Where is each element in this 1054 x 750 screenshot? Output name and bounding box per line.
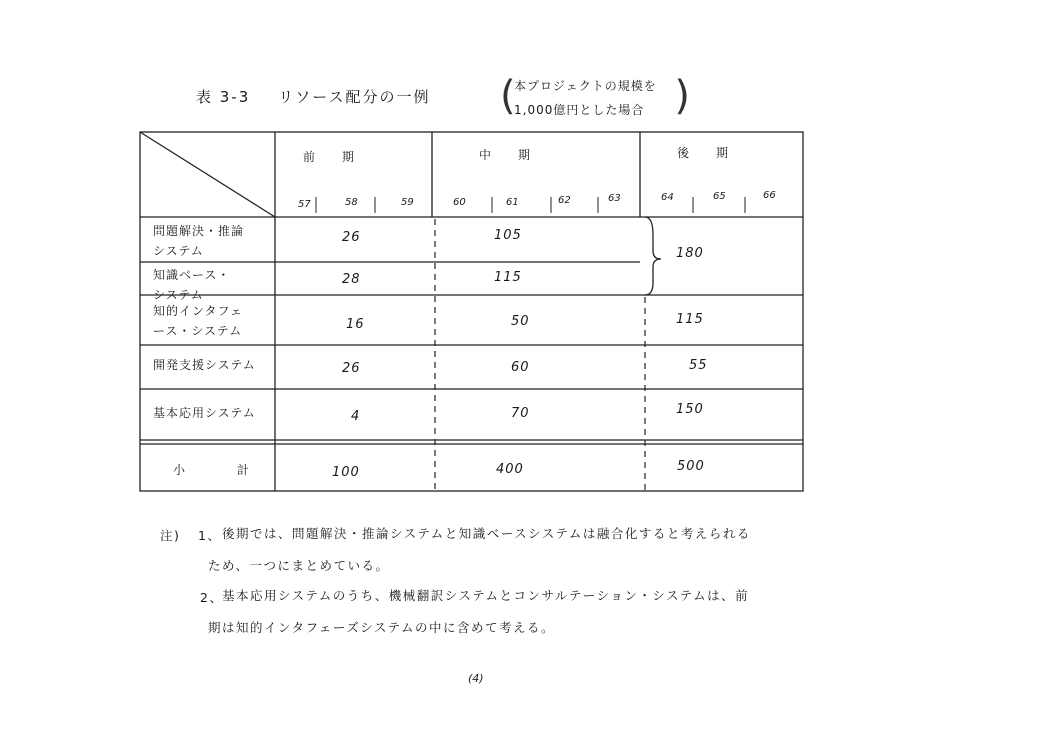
table-title: [196, 86, 431, 107]
year-62: 62: [558, 195, 571, 206]
value-r1-mid: 105: [494, 228, 522, 243]
year-60: 60: [453, 197, 466, 208]
row-label-dev-support: 開発支援システム: [153, 358, 256, 372]
year-61: 61: [506, 197, 519, 208]
row-label-subtotal: 小 計: [173, 463, 254, 477]
phase-mid: 中 期: [479, 148, 532, 162]
note-1-line2: ため、一つにまとめている。: [208, 558, 390, 573]
value-r3-late: 115: [676, 312, 704, 327]
resource-table: [139, 131, 804, 492]
note-2-line2: 期は知的インタフェーズシステムの中に含めて考える。: [208, 620, 556, 635]
right-paren: ): [674, 73, 690, 119]
note-1-line1: 後期では、問題解決・推論システムと知識ベースシステムは融合化すると考えられる: [222, 526, 751, 541]
row-label-basic-apps: 基本応用システム: [153, 406, 256, 420]
note-1-number: 1、: [198, 528, 222, 543]
value-subtotal-early: 100: [332, 465, 360, 480]
year-65: 65: [713, 191, 726, 202]
year-66: 66: [763, 190, 776, 201]
value-r2-mid: 115: [494, 270, 522, 285]
year-58: 58: [345, 197, 358, 208]
phase-early: 前 期: [303, 150, 356, 164]
year-57: 57: [298, 199, 311, 210]
merge-brace: [645, 217, 661, 295]
phase-late: 後 期: [677, 146, 730, 160]
row-label-intelligent-interface: 知的インタフェ ース・システム: [153, 304, 243, 338]
note-2-line1: 基本応用システムのうち、機械翻訳システムとコンサルテーション・システムは、前: [222, 588, 750, 603]
year-59: 59: [401, 197, 414, 208]
value-r5-early: 4: [351, 409, 361, 424]
value-r1-early: 26: [342, 230, 361, 245]
row-label-knowledge-base: 知識ベース・ システム: [153, 268, 231, 302]
scale-note-line2: 1,000億円とした場合: [514, 103, 645, 117]
value-r4-mid: 60: [511, 360, 530, 375]
year-63: 63: [608, 193, 621, 204]
value-r4-early: 26: [342, 361, 361, 376]
page-number: (4): [468, 672, 484, 685]
value-r5-late: 150: [676, 402, 704, 417]
value-r2-early: 28: [342, 272, 361, 287]
value-r4-late: 55: [689, 358, 708, 373]
value-r3-mid: 50: [511, 314, 530, 329]
value-subtotal-late: 500: [677, 459, 705, 474]
value-r3-early: 16: [346, 317, 365, 332]
value-subtotal-mid: 400: [496, 462, 524, 477]
corner-diagonal: [140, 132, 275, 217]
table-caption: リソース配分の一例: [278, 88, 431, 106]
notes-prefix: 注): [160, 528, 181, 543]
row-label-problem-solving: 問題解決・推論 システム: [153, 224, 245, 258]
value-merged-late: 180: [676, 246, 704, 261]
note-2-number: 2、: [200, 590, 224, 605]
scale-note-line1: 本プロジェクトの規模を: [514, 79, 657, 93]
scale-note: [500, 72, 690, 122]
table-number: 表 3-3: [196, 88, 251, 106]
left-paren: (: [500, 73, 516, 119]
year-64: 64: [661, 192, 674, 203]
value-r5-mid: 70: [511, 406, 530, 421]
